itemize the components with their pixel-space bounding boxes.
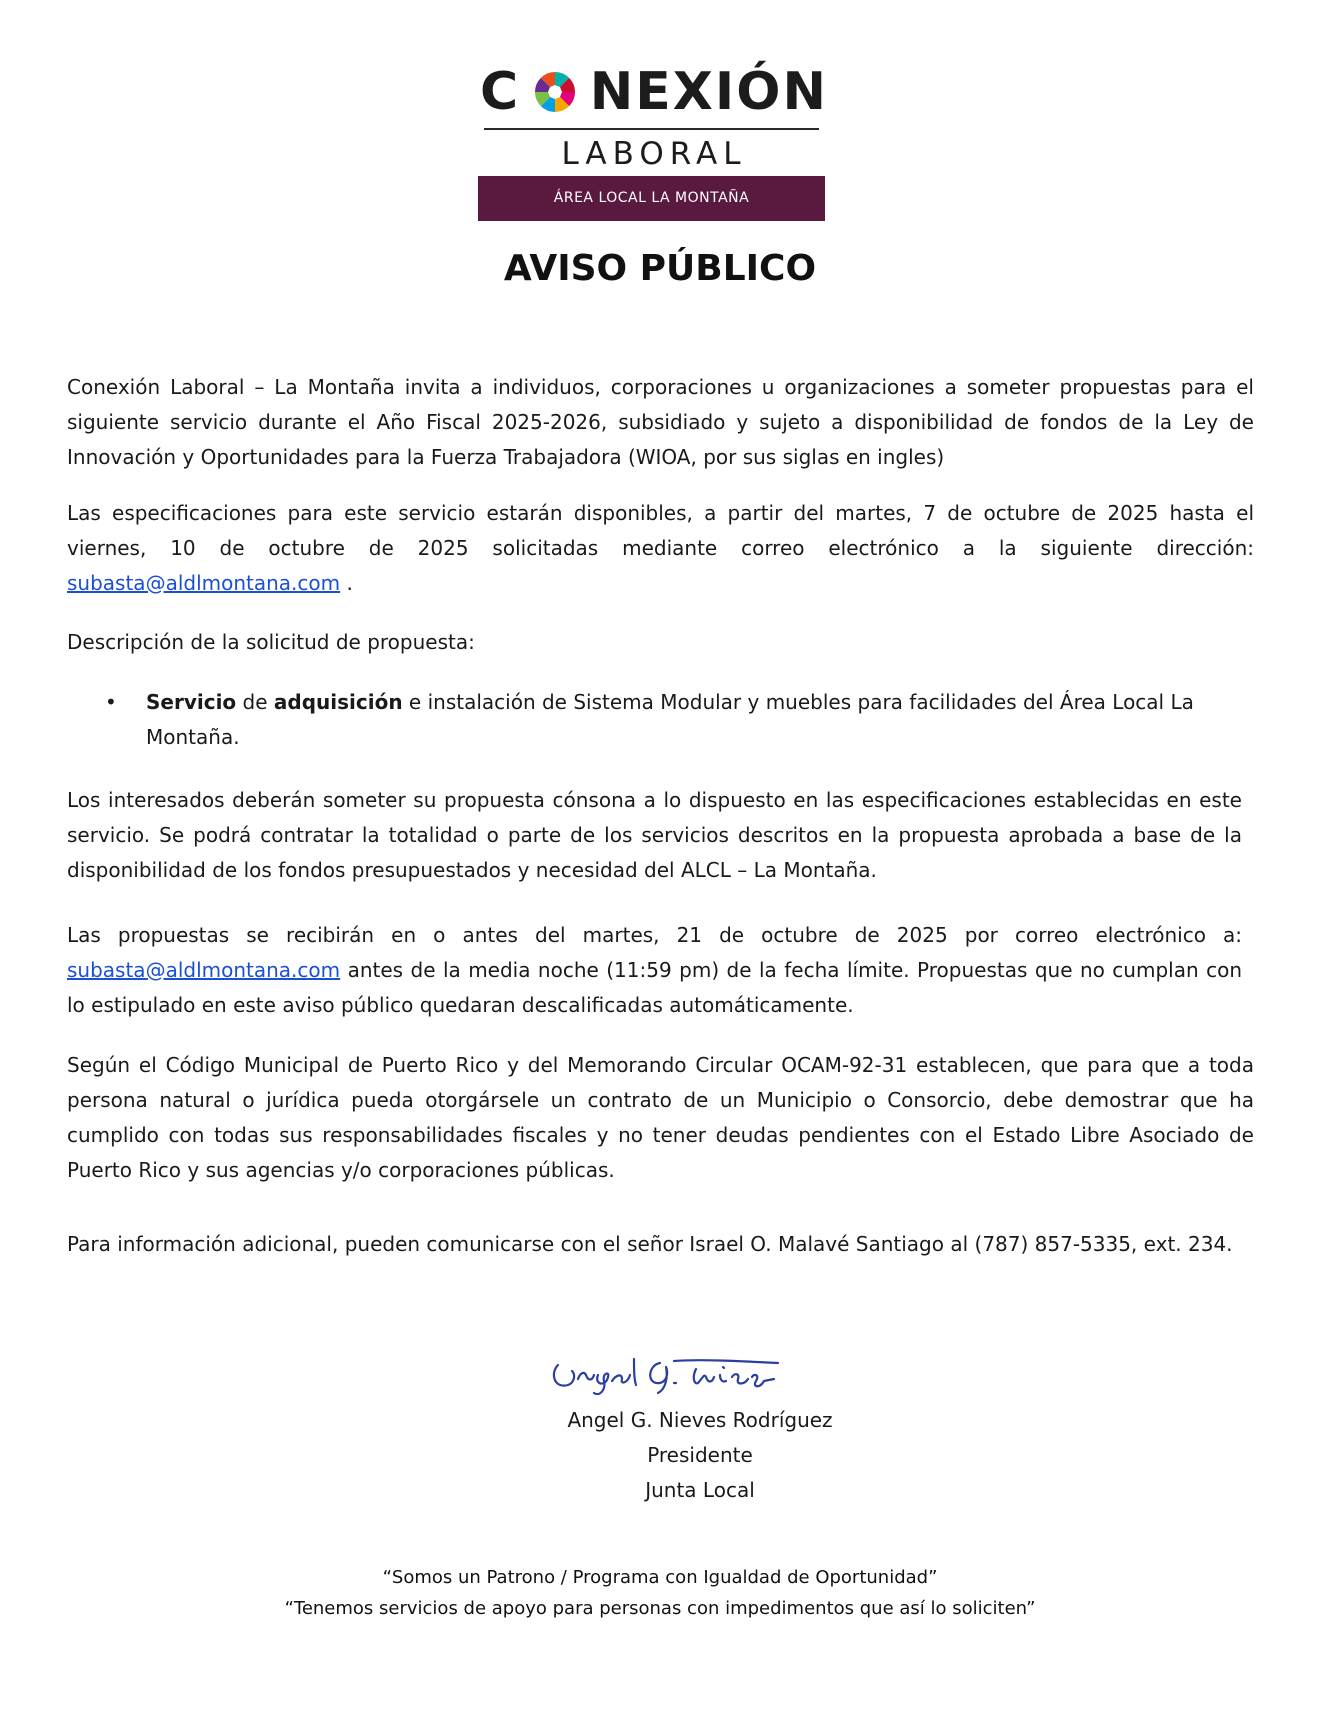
bullet-item-service (67, 685, 1254, 755)
logo-divider (484, 128, 819, 130)
paragraph-description-heading: Descripción de la solicitud de propuesta: (67, 630, 475, 654)
paragraph-deadline (67, 918, 1242, 1023)
specifications-end: . (340, 571, 353, 595)
logo-word-c: C (480, 62, 521, 122)
footer-support-services: “Tenemos servicios de apoyo para personas con impedimentos que así lo soliciten” (284, 1598, 1036, 1619)
signer-role: Presidente (647, 1443, 753, 1467)
paragraph-interested: Los interesados deberán someter su propuesta cónsona a lo dispuesto en las especificaciones establecidas en este servicio. Se podrá contratar la totalidad o parte de los servicios descritos en la propuesta aprobada a base de la disponibilidad de los fondos presupuestados y necesidad del ALCL – La Montaña. (67, 788, 1242, 882)
signer-name: Angel G. Nieves Rodríguez (567, 1408, 833, 1432)
bullet-dot: • (105, 690, 117, 714)
signer-block (500, 1403, 900, 1508)
email-link-specifications[interactable]: subasta@aldlmontana.com (67, 571, 341, 595)
footer-equal-opportunity: “Somos un Patrono / Programa con Igualdad de Oportunidad” (382, 1567, 938, 1588)
bullet-text-de: de (236, 690, 274, 714)
handwritten-signature (548, 1345, 848, 1400)
logo-word-nexion: NEXIÓN (589, 62, 828, 122)
logo-wordmark (480, 62, 828, 122)
email-link-proposals[interactable]: subasta@aldlmontana.com (67, 958, 341, 982)
bullet-text (146, 685, 1254, 755)
bullet-bold-adquisicion: adquisición (273, 690, 403, 714)
deadline-text: Las propuestas se recibirán en o antes del martes, 21 de octubre de 2025 por correo electrónico a: (67, 923, 1242, 947)
specifications-text: Las especificaciones para este servicio estarán disponibles, a partir del martes, 7 de octubre de 2025 hasta el viernes, 10 de octubre de 2025 solicitadas mediante correo electrónico a la siguiente dirección: (67, 501, 1254, 560)
paragraph-invitation: Conexión Laboral – La Montaña invita a individuos, corporaciones u organizaciones a someter propuestas para el siguiente servicio durante el Año Fiscal 2025-2026, subsidiado y sujeto a disponibilidad de fondos de la Ley de Innovación y Oportunidades para la Fuerza Trabajadora (WIOA, por sus siglas en ingles) (67, 375, 1254, 469)
logo-area-band: ÁREA LOCAL LA MONTAÑA (478, 176, 825, 221)
paragraph-specifications (67, 496, 1254, 601)
deadline-end: antes de la media noche (11:59 pm) de la fecha límite. Propuestas que no cumplan con lo estipulado en este aviso público quedaran descalificadas automáticamente. (67, 958, 1242, 1017)
signer-organization: Junta Local (645, 1478, 755, 1502)
paragraph-contact: Para información adicional, pueden comunicarse con el señor Israel O. Malavé Santiago al (787) 857-5335, ext. 234. (67, 1232, 1233, 1256)
footer-statement (0, 1562, 1320, 1624)
page-title: AVISO PÚBLICO (503, 248, 817, 289)
logo-wheel-icon (533, 70, 577, 114)
bullet-bold-servicio: Servicio (146, 690, 237, 714)
conexion-laboral-logo (480, 62, 828, 174)
bullet-text-rest: e instalación de Sistema Modular y muebles para facilidades del Área Local La Montaña. (146, 690, 1194, 749)
logo-subtitle: LABORAL (561, 136, 747, 172)
paragraph-municipal-code: Según el Código Municipal de Puerto Rico y del Memorando Circular OCAM-92-31 establecen, que para que a toda persona natural o jurídica pueda otorgársele un contrato de un Municipio o Consorcio, debe demostrar que ha cumplido con todas sus responsabilidades fiscales y no tener deudas pendientes con el Estado Libre Asociado de Puerto Rico y sus agencias y/o corporaciones públicas. (67, 1053, 1254, 1182)
